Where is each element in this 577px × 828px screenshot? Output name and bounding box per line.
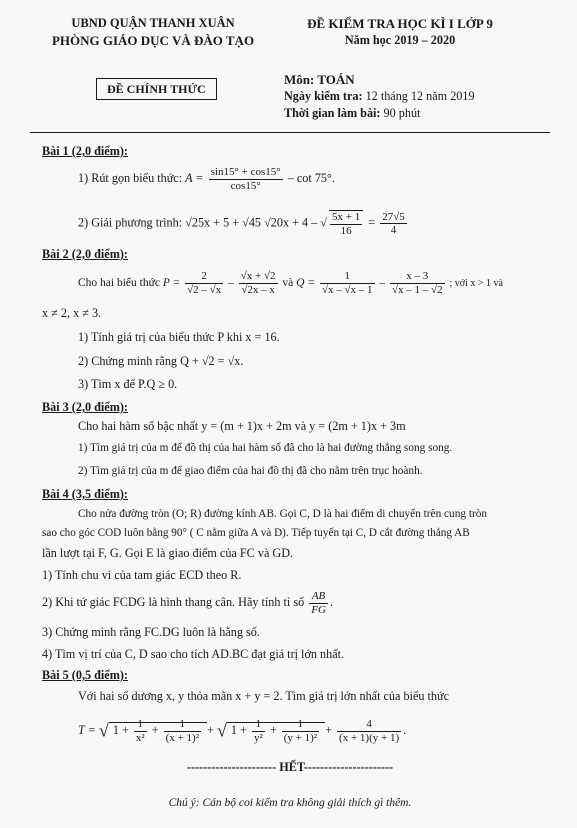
exam-duration xyxy=(284,106,420,121)
bai4-heading: Bài 4 (3,5 điểm): xyxy=(42,487,128,501)
bai5-plus-1: + xyxy=(151,722,159,737)
bai4-q4: 4) Tìm vị trí của C, D sao cho tích AD.BC đạt giá trị lớn nhất. xyxy=(42,647,345,661)
bai2-q1: 1) Tính giá trị của biểu thức P khi x = 16. xyxy=(78,330,280,344)
bai1-q1-frac xyxy=(209,166,283,192)
bai3-heading: Bài 3 (2,0 điểm): xyxy=(42,400,128,414)
end-marker: ---------------------- HẾT---------------------- xyxy=(186,760,394,774)
bai5-t1-f2-den: (x + 1)² xyxy=(165,731,199,744)
bai2-and: và xyxy=(282,276,294,289)
bai2-P-f1-num: 2 xyxy=(185,270,223,284)
bai1-q1-num: sin15° + cos15° xyxy=(210,166,281,178)
department-name: PHÒNG GIÁO DỤC VÀ ĐÀO TẠO xyxy=(51,33,255,48)
bai2-Q-f2-den: √x – 1 – √2 xyxy=(392,283,443,296)
official-exam-box: ĐỀ CHÍNH THỨC xyxy=(96,78,217,100)
bai1-q1-den: cos15° xyxy=(230,179,261,192)
bai5-t3-den: (x + 1)(y + 1) xyxy=(339,731,400,744)
bai4-intro3: lần lượt tại F, G. Gọi E là giao điểm của FC và GD. xyxy=(42,546,294,560)
header-divider xyxy=(30,132,550,133)
bai2-P-f2 xyxy=(239,270,278,296)
bai1-q2-rhs xyxy=(380,211,407,237)
bai1-q2-part2: + √45 √20x + 4 xyxy=(232,215,309,230)
bai5-t2-f1-num: 1 xyxy=(252,718,265,732)
district-name: UBND QUẬN THANH XUÂN xyxy=(71,16,235,30)
bai4-q2: 2) Khi tứ giác FCDG là hình thang cân. Hãy tính tỉ số $\frac{AB}{FG}$ . xyxy=(42,590,333,616)
bai2-P-f1 xyxy=(185,270,223,296)
bai2-P-f1-den: √2 – √x xyxy=(187,283,222,296)
bai5-t2-f1-den: y² xyxy=(253,731,263,744)
bai2-condition: ; với x > 1 và xyxy=(449,277,503,289)
bai3-q2: 2) Tìm giá trị của m để giao điểm của hai đồ thị đã cho nằm trên trục hoành. xyxy=(78,465,423,477)
footer-note: Chú ý: Cán bộ coi kiểm tra không giải thích gì thêm. xyxy=(168,797,412,809)
bai5-t2-f2-num: 1 xyxy=(282,718,319,732)
bai3-intro: Cho hai hàm số bậc nhất y = (m + 1)x + 2m và y = (2m + 1)x + 3m xyxy=(78,419,406,433)
bai4-q1: 1) Tính chu vi của tam giác ECD theo R. xyxy=(42,568,242,582)
bai5-plus-4: + xyxy=(325,722,332,737)
bai1-q1-A: A = xyxy=(185,170,204,185)
bai2-Q-f2-num: x – 3 xyxy=(390,270,445,284)
bai2-Q-lhs: Q = xyxy=(296,276,316,289)
exam-date-label: Ngày kiểm tra: xyxy=(284,89,363,103)
duration-value: 90 phút xyxy=(383,106,421,120)
bai1-q2-rhs-den: 4 xyxy=(390,224,397,237)
bai2-P-lhs: P = xyxy=(162,276,181,289)
bai4-q2-frac xyxy=(309,590,328,616)
bai2-Q-minus: – xyxy=(379,276,386,289)
bai4-q2-num: AB xyxy=(309,590,328,604)
bai2-condition2: x ≠ 2, x ≠ 3. xyxy=(42,306,102,320)
bai2-q3: 3) Tìm x để P.Q ≥ 0. xyxy=(78,377,178,391)
bai1-q2-rhs-num: 27√5 xyxy=(382,210,405,223)
sqrt-sign-1: √ xyxy=(98,720,109,741)
bai1-q2-radfrac xyxy=(329,210,363,237)
bai2-Q-f2 xyxy=(390,270,445,296)
bai2-Q-f1 xyxy=(320,270,375,296)
bai2-Q-f1-den: √x – √x – 1 xyxy=(321,283,373,296)
school-year: Năm học 2019 – 2020 xyxy=(344,33,456,47)
bai1-q1 xyxy=(78,166,335,192)
bai1-q2 xyxy=(78,210,409,237)
bai1-q2-text: 2) Giải phương trình: xyxy=(78,215,183,230)
bai4-intro1: Cho nửa đường tròn (O; R) đường kính AB. Gọi C, D là hai điểm di chuyển trên cung tròn xyxy=(78,508,488,520)
bai5-t1-f1-num: 1 xyxy=(134,718,147,732)
bai3-q1: 1) Tìm giá trị của m để đồ thị của hai hàm số đã cho là hai đường thẳng song song. xyxy=(78,442,453,454)
bai1-q2-frac-num: 5x + 1 xyxy=(332,211,361,223)
bai4-intro2: sao cho góc COD luôn bằng 90° ( C nằm giữa A và D). Tiếp tuyến tại C, D cắt đường thẳng AB xyxy=(42,527,470,539)
bai1-heading: Bài 1 (2,0 điểm): xyxy=(42,144,128,158)
bai5-t2-f2 xyxy=(282,718,319,744)
bai5-t2-f1 xyxy=(252,718,265,744)
bai5-t1-f2 xyxy=(164,718,201,744)
bai4-q2-text: 2) Khi tứ giác FCDG là hình thang cân. Hãy tính tỉ số xyxy=(42,594,305,609)
bai5-dot: . xyxy=(403,722,407,737)
bai5-heading: Bài 5 (0,5 điểm): xyxy=(42,668,128,682)
bai5-T-lhs: T = xyxy=(78,722,96,737)
bai2-Q-f1-num: 1 xyxy=(320,270,375,284)
bai1-q2-eq: = xyxy=(368,215,376,230)
bai2-q2: 2) Chứng minh rằng Q + √2 = √x. xyxy=(78,354,244,368)
bai2-P-f2-den: √2x – x xyxy=(241,283,275,296)
bai5-t3-num: 4 xyxy=(337,718,401,732)
bai5-t1-f1-den: x² xyxy=(135,731,145,744)
bai4-q3: 3) Chứng minh rằng FC.DG luôn là hằng số. xyxy=(42,625,260,639)
bai5-t2-f2-den: (y + 1)² xyxy=(283,731,318,744)
sqrt-sign-2: √ xyxy=(216,720,227,741)
subject: Môn: TOÁN xyxy=(284,72,355,87)
bai2-P-f2-num: √x + √2 xyxy=(240,270,276,282)
bai5-radical-1 xyxy=(109,718,207,744)
bai5-T-expression xyxy=(78,718,406,744)
bai1-q1-tail: – cot 75°. xyxy=(287,170,335,185)
bai5-plus-3: + xyxy=(269,722,277,737)
bai1-q2-part1: √25x + 5 xyxy=(185,215,230,230)
bai5-intro: Với hai số dương x, y thỏa mãn x + y = 2. Tìm giá trị lớn nhất của biểu thức xyxy=(78,689,450,703)
bai5-t1-f1 xyxy=(134,718,147,744)
bai1-q2-frac-den: 16 xyxy=(340,224,352,237)
bai5-radical-2 xyxy=(227,718,325,744)
bai5-plus-2: + xyxy=(207,722,214,737)
bai5-t2: 1 + xyxy=(230,722,247,737)
bai4-q2-den: FG xyxy=(311,603,326,616)
bai5-t1-f2-num: 1 xyxy=(164,718,201,732)
bai2-intro-text: Cho hai biểu thức xyxy=(78,276,160,289)
bai1-q2-part3: – √ xyxy=(311,215,327,230)
exam-date-value: 12 tháng 12 năm 2019 xyxy=(365,89,475,103)
bai2-P-minus: – xyxy=(228,276,234,289)
bai2-heading: Bài 2 (2,0 điểm): xyxy=(42,247,128,261)
bai1-q1-text: 1) Rút gọn biểu thức: xyxy=(78,170,183,185)
bai5-t1: 1 + xyxy=(112,722,129,737)
bai5-t3 xyxy=(337,718,401,744)
exam-title: ĐỀ KIỂM TRA HỌC KÌ I LỚP 9 xyxy=(307,16,493,31)
bai2-intro xyxy=(78,270,503,296)
exam-date xyxy=(284,89,475,104)
duration-label: Thời gian làm bài: xyxy=(284,106,381,120)
